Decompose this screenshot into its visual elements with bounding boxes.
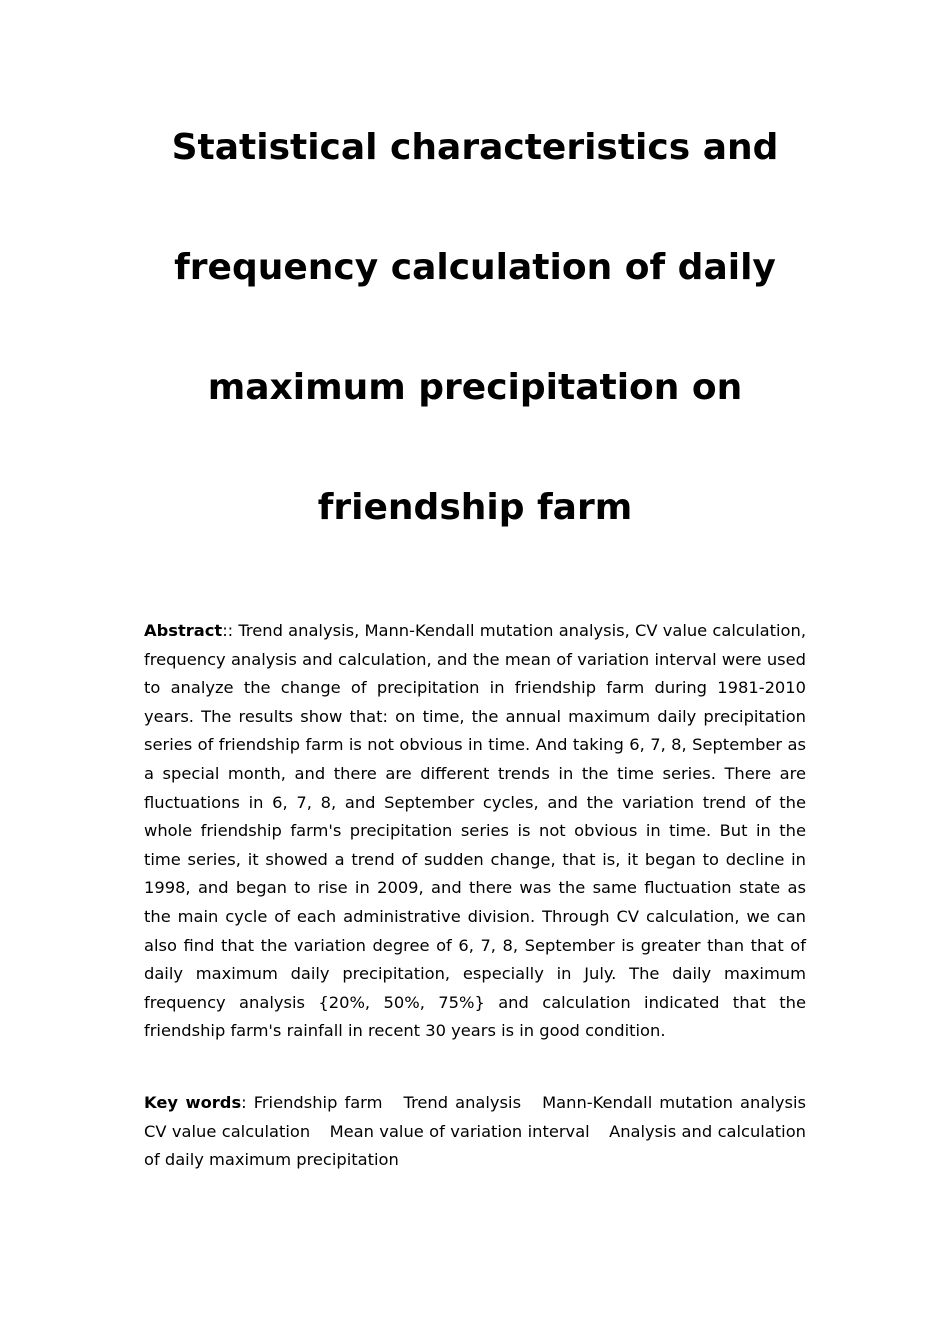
abstract-separator: ::: [222, 621, 234, 640]
title-line-4: friendship farm: [317, 487, 633, 528]
keyword-item: CV value calculation: [144, 1121, 311, 1141]
abstract-paragraph: [144, 617, 806, 1046]
abstract-label: Abstract: [144, 621, 223, 640]
keywords-separator: :: [241, 1093, 254, 1112]
paper-title: [120, 118, 830, 598]
keyword-item: Trend analysis: [403, 1093, 522, 1112]
keyword-item: Analysis and calculation of daily maximum precipitation: [144, 1121, 806, 1170]
keyword-item: Mann-Kendall mutation analysis: [542, 1093, 806, 1112]
keyword-item: Mean value of variation interval: [329, 1121, 590, 1141]
title-line-1: Statistical characteristics and: [171, 127, 779, 168]
keywords-paragraph: [144, 1089, 806, 1175]
title-line-2: frequency calculation of daily: [174, 247, 776, 288]
title-line-3: maximum precipitation on: [207, 367, 743, 408]
keyword-item: Friendship farm: [253, 1093, 383, 1112]
abstract-text: Trend analysis, Mann-Kendall mutation analysis, CV value calculation, frequency analysis and calculation, and the mean of variation interval were used to analyze the change of precipitation in friendship farm during 1981-2010 years. The results show that: on time, the annual maximum daily precipitation series of friendship farm is not obvious in time. And taking 6, 7, 8, September as a special month, and there are different trends in the time series. There are fluctuations in 6, 7, 8, and September cycles, and the variation trend of the whole friendship farm's precipitation series is not obvious in time. But in the time series, it showed a trend of sudden change, that is, it began to decline in 1998, and began to rise in 2009, and there was the same fluctuation state as the main cycle of each administrative division. Through CV calculation, we can also find that the variation degree of 6, 7, 8, September is greater than that of daily maximum daily precipitation, especially in July. The daily maximum frequency analysis {20%, 50%, 75%} and calculation indicated that the friendship farm's rainfall in recent 30 years is in good condition.: [144, 621, 806, 1041]
keywords-label: Key words: [144, 1093, 242, 1112]
